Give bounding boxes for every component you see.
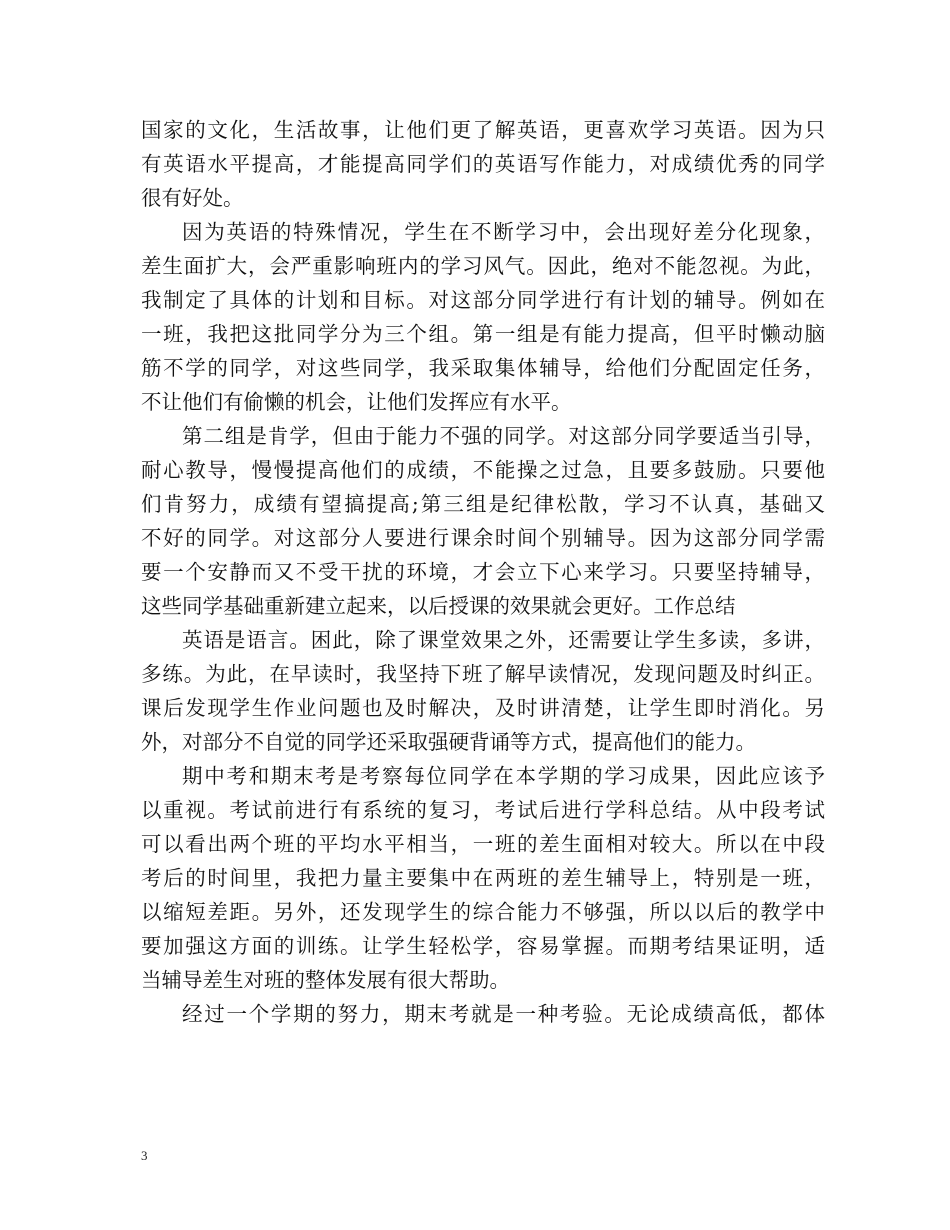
- text-line: 以缩短差距。另外，还发现学生的综合能力不够强，所以以后的教学中: [141, 900, 825, 924]
- text-line: 当辅导差生对班的整体发展有很大帮助。: [141, 968, 510, 992]
- text-line: 们肯努力，成绩有望搞提高;第三组是纪律松散，学习不认真，基础又: [141, 492, 825, 516]
- text-line: 第二组是肯学，但由于能力不强的同学。对这部分同学要适当引导，: [182, 424, 825, 448]
- text-line: 我制定了具体的计划和目标。对这部分同学进行有计划的辅导。例如在: [141, 288, 825, 312]
- text-line: 课后发现学生作业问题也及时解决，及时讲清楚，让学生即时消化。另: [141, 696, 825, 720]
- text-line: 英语是语言。困此，除了课堂效果之外，还需要让学生多读，多讲，: [182, 628, 825, 652]
- text-line: 国家的文化，生活故事，让他们更了解英语，更喜欢学习英语。因为只: [141, 118, 825, 142]
- text-line: 耐心教导，慢慢提高他们的成绩，不能操之过急，且要多鼓励。只要他: [141, 458, 825, 482]
- text-line: 要一个安静而又不受干扰的环境，才会立下心来学习。只要坚持辅导，: [141, 560, 825, 584]
- text-line: 期中考和期末考是考察每位同学在本学期的学习成果，因此应该予: [182, 764, 825, 788]
- text-line: 多练。为此，在早读时，我坚持下班了解早读情况，发现问题及时纠正。: [141, 662, 825, 686]
- text-line: 以重视。考试前进行有系统的复习，考试后进行学科总结。从中段考试: [141, 798, 825, 822]
- text-line: 有英语水平提高，才能提高同学们的英语写作能力，对成绩优秀的同学: [141, 152, 825, 176]
- document-body: [141, 113, 825, 1031]
- text-line: 这些同学基础重新建立起来，以后授课的效果就会更好。工作总结: [141, 594, 736, 618]
- text-line: 因为英语的特殊情况，学生在不断学习中，会出现好差分化现象，: [182, 220, 825, 244]
- text-line: 一班，我把这批同学分为三个组。第一组是有能力提高，但平时懒动脑: [141, 322, 825, 346]
- text-line: 经过一个学期的努力，期末考就是一种考验。无论成绩高低，都体: [182, 1002, 825, 1026]
- text-line: 要加强这方面的训练。让学生轻松学，容易掌握。而期考结果证明，适: [141, 934, 825, 958]
- text-line: 考后的时间里，我把力量主要集中在两班的差生辅导上，特别是一班，: [141, 866, 825, 890]
- text-line: 差生面扩大，会严重影响班内的学习风气。因此，绝对不能忽视。为此，: [141, 254, 825, 278]
- text-line: 不让他们有偷懒的机会，让他们发挥应有水平。: [141, 390, 572, 414]
- page-number: 3: [141, 1148, 148, 1163]
- text-line: 筋不学的同学，对这些同学，我采取集体辅导，给他们分配固定任务，: [141, 356, 825, 380]
- text-line: 很有好处。: [141, 186, 244, 210]
- text-line: 不好的同学。对这部分人要进行课余时间个别辅导。因为这部分同学需: [141, 526, 825, 550]
- text-line: 外，对部分不自觉的同学还采取强硬背诵等方式，提高他们的能力。: [141, 730, 756, 754]
- text-line: 可以看出两个班的平均水平相当，一班的差生面相对较大。所以在中段: [141, 832, 825, 856]
